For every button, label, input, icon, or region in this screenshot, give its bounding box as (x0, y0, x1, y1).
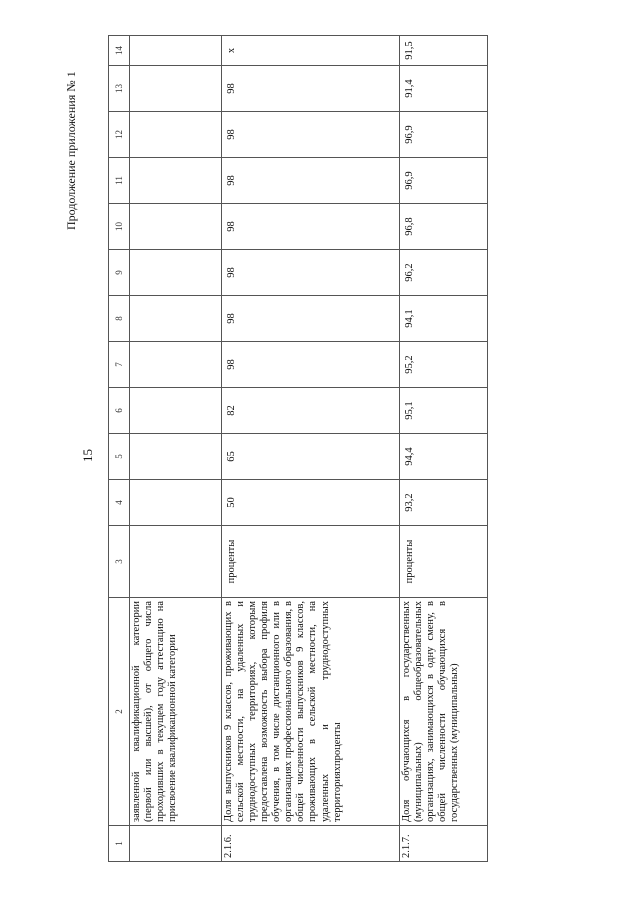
row-value (130, 296, 222, 342)
column-header: 2 (109, 598, 130, 826)
table-row (400, 36, 488, 862)
column-header: 9 (109, 250, 130, 296)
row-value: 94,1 (400, 296, 488, 342)
row-value: 96,9 (400, 158, 488, 204)
row-value (130, 342, 222, 388)
row-value: 98 (222, 66, 400, 112)
row-value: 93,2 (400, 480, 488, 526)
row-value: 98 (222, 158, 400, 204)
row-value: 50 (222, 480, 400, 526)
column-header: 6 (109, 388, 130, 434)
table-row (222, 36, 400, 862)
column-header: 10 (109, 204, 130, 250)
row-value: 98 (222, 112, 400, 158)
row-name: Доля обучающихся в государственных (муниципальных) общеобразовательных организациях, занимающихся в одну смену, в общей численности обучающихся в государственных (муниципальных) (400, 598, 488, 826)
page-number: 15 (80, 449, 95, 462)
row-name: Доля выпускников 9 классов, проживающих в сельской местности, на удаленных и труднодоступных территориях, которым предоставлена возможность выбора профиля обучения, в том числе дистанционного или в организациях профессионального образования, в общей численности выпускников 9 классов, проживающих в сельской местности, на удаленных и труднодоступных территорияхпроценты (222, 598, 400, 826)
row-value: 95,1 (400, 388, 488, 434)
column-header: 13 (109, 66, 130, 112)
appendix-caption: Продолжение приложения № 1 (64, 71, 78, 230)
column-header: 5 (109, 434, 130, 480)
column-header: 12 (109, 112, 130, 158)
column-header: 1 (109, 826, 130, 862)
column-header: 4 (109, 480, 130, 526)
row-unit: проценты (400, 526, 488, 598)
table-row (130, 36, 222, 862)
data-table-wrapper (108, 36, 488, 862)
column-header: 7 (109, 342, 130, 388)
row-value: 98 (222, 250, 400, 296)
row-value: 91,5 (400, 36, 488, 66)
column-header: 3 (109, 526, 130, 598)
row-unit (130, 526, 222, 598)
row-value: 95,2 (400, 342, 488, 388)
row-value: 96,2 (400, 250, 488, 296)
row-value: 82 (222, 388, 400, 434)
row-value (130, 388, 222, 434)
row-value: 98 (222, 342, 400, 388)
column-header: 11 (109, 158, 130, 204)
row-name: заявленной квалификационной категории (первой или высшей), от общего числа проходивших в текущем году аттестацию на присвоение квалификационной категории (130, 598, 222, 826)
row-value: 96,8 (400, 204, 488, 250)
row-value (130, 250, 222, 296)
row-value (130, 434, 222, 480)
column-header: 14 (109, 36, 130, 66)
table-header-row (109, 36, 130, 862)
row-value (130, 480, 222, 526)
row-value: 91,4 (400, 66, 488, 112)
row-code: 2.1.7. (400, 826, 488, 862)
row-value (130, 158, 222, 204)
row-value: 98 (222, 204, 400, 250)
row-value: 94,4 (400, 434, 488, 480)
row-value (130, 112, 222, 158)
column-header: 8 (109, 296, 130, 342)
row-value (130, 204, 222, 250)
row-value (130, 66, 222, 112)
data-table (108, 35, 488, 862)
row-value (130, 36, 222, 66)
row-code: 2.1.6. (222, 826, 400, 862)
row-value: x (222, 36, 400, 66)
row-value: 96,9 (400, 112, 488, 158)
row-value: 98 (222, 296, 400, 342)
row-code (130, 826, 222, 862)
row-value: 65 (222, 434, 400, 480)
row-unit: проценты (222, 526, 400, 598)
